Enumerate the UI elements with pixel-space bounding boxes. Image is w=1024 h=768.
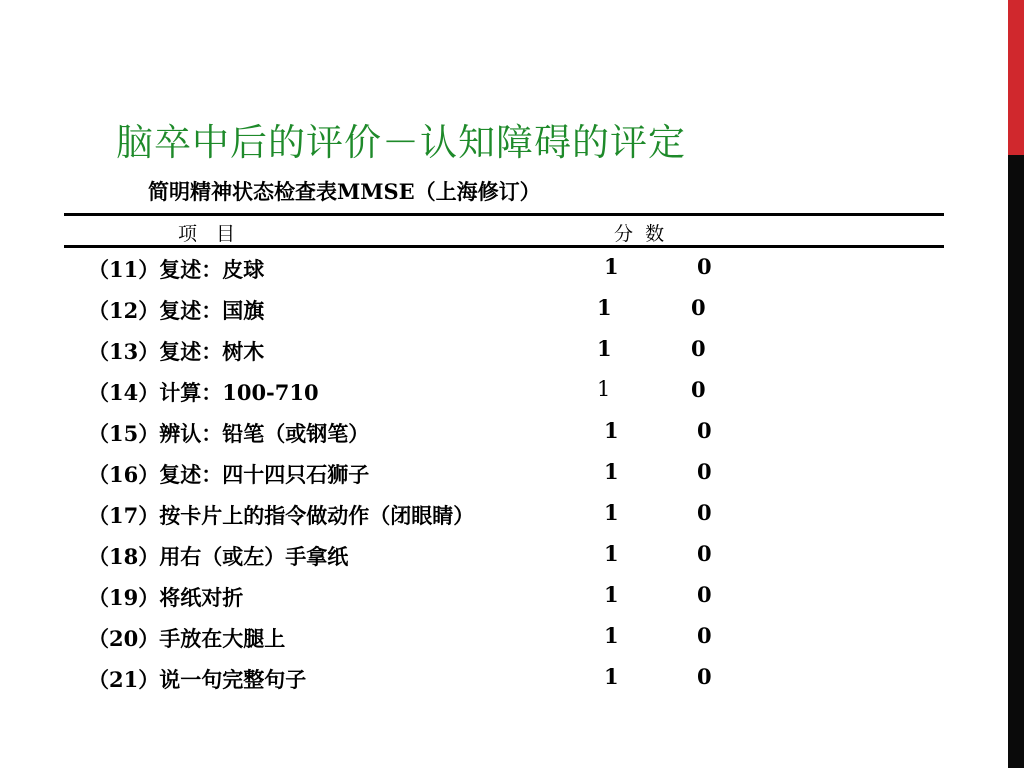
side-accent-bar-black (1008, 155, 1024, 768)
item-label: （12）复述：国旗 (88, 298, 265, 323)
score-one: 1 (604, 500, 619, 525)
item-label: （11）复述：皮球 (88, 257, 265, 282)
side-accent-bar-red (1008, 0, 1024, 155)
score-one: 1 (604, 582, 619, 607)
score-one: 1 (604, 418, 619, 443)
score-one: 1 (604, 459, 619, 484)
table-row (0, 375, 1000, 416)
mmse-item-list (0, 252, 1000, 703)
score-zero: 0 (697, 459, 712, 484)
column-header-item: 项 目 (178, 223, 236, 245)
item-label: （17）按卡片上的指令做动作（闭眼睛） (88, 503, 475, 528)
score-one: 1 (597, 336, 612, 361)
table-row (0, 334, 1000, 375)
score-zero: 0 (691, 377, 706, 402)
table-row (0, 580, 1000, 621)
table-row (0, 539, 1000, 580)
score-zero: 0 (697, 541, 712, 566)
item-label: （18）用右（或左）手拿纸 (88, 544, 349, 569)
table-row (0, 457, 1000, 498)
score-zero: 0 (691, 336, 706, 361)
slide-title: 脑卒中后的评价－认知障碍的评定 (116, 121, 686, 164)
score-one: 1 (604, 623, 619, 648)
item-label: （15）辨认：铅笔（或钢笔） (88, 421, 370, 446)
column-header-score: 分 数 (614, 223, 665, 245)
score-zero: 0 (697, 582, 712, 607)
table-caption: 简明精神状态检查表MMSE（上海修订） (148, 179, 541, 204)
table-row (0, 293, 1000, 334)
score-zero: 0 (697, 254, 712, 279)
table-row (0, 416, 1000, 457)
item-label: （13）复述：树木 (88, 339, 265, 364)
score-zero: 0 (697, 623, 712, 648)
item-label: （19）将纸对折 (88, 585, 244, 610)
item-label: （14）计算：100-710 (88, 380, 319, 405)
item-label: （20）手放在大腿上 (88, 626, 286, 651)
score-one: 1 (597, 377, 611, 401)
score-zero: 0 (697, 664, 712, 689)
score-one: 1 (604, 541, 619, 566)
score-one: 1 (604, 664, 619, 689)
table-header-rule (64, 245, 944, 248)
score-zero: 0 (697, 418, 712, 443)
table-row (0, 662, 1000, 703)
table-row (0, 252, 1000, 293)
score-one: 1 (597, 295, 612, 320)
table-row (0, 498, 1000, 539)
score-zero: 0 (691, 295, 706, 320)
table-row (0, 621, 1000, 662)
item-label: （21）说一句完整句子 (88, 667, 307, 692)
item-label: （16）复述：四十四只石狮子 (88, 462, 370, 487)
score-zero: 0 (697, 500, 712, 525)
table-top-rule (64, 213, 944, 216)
score-one: 1 (604, 254, 619, 279)
